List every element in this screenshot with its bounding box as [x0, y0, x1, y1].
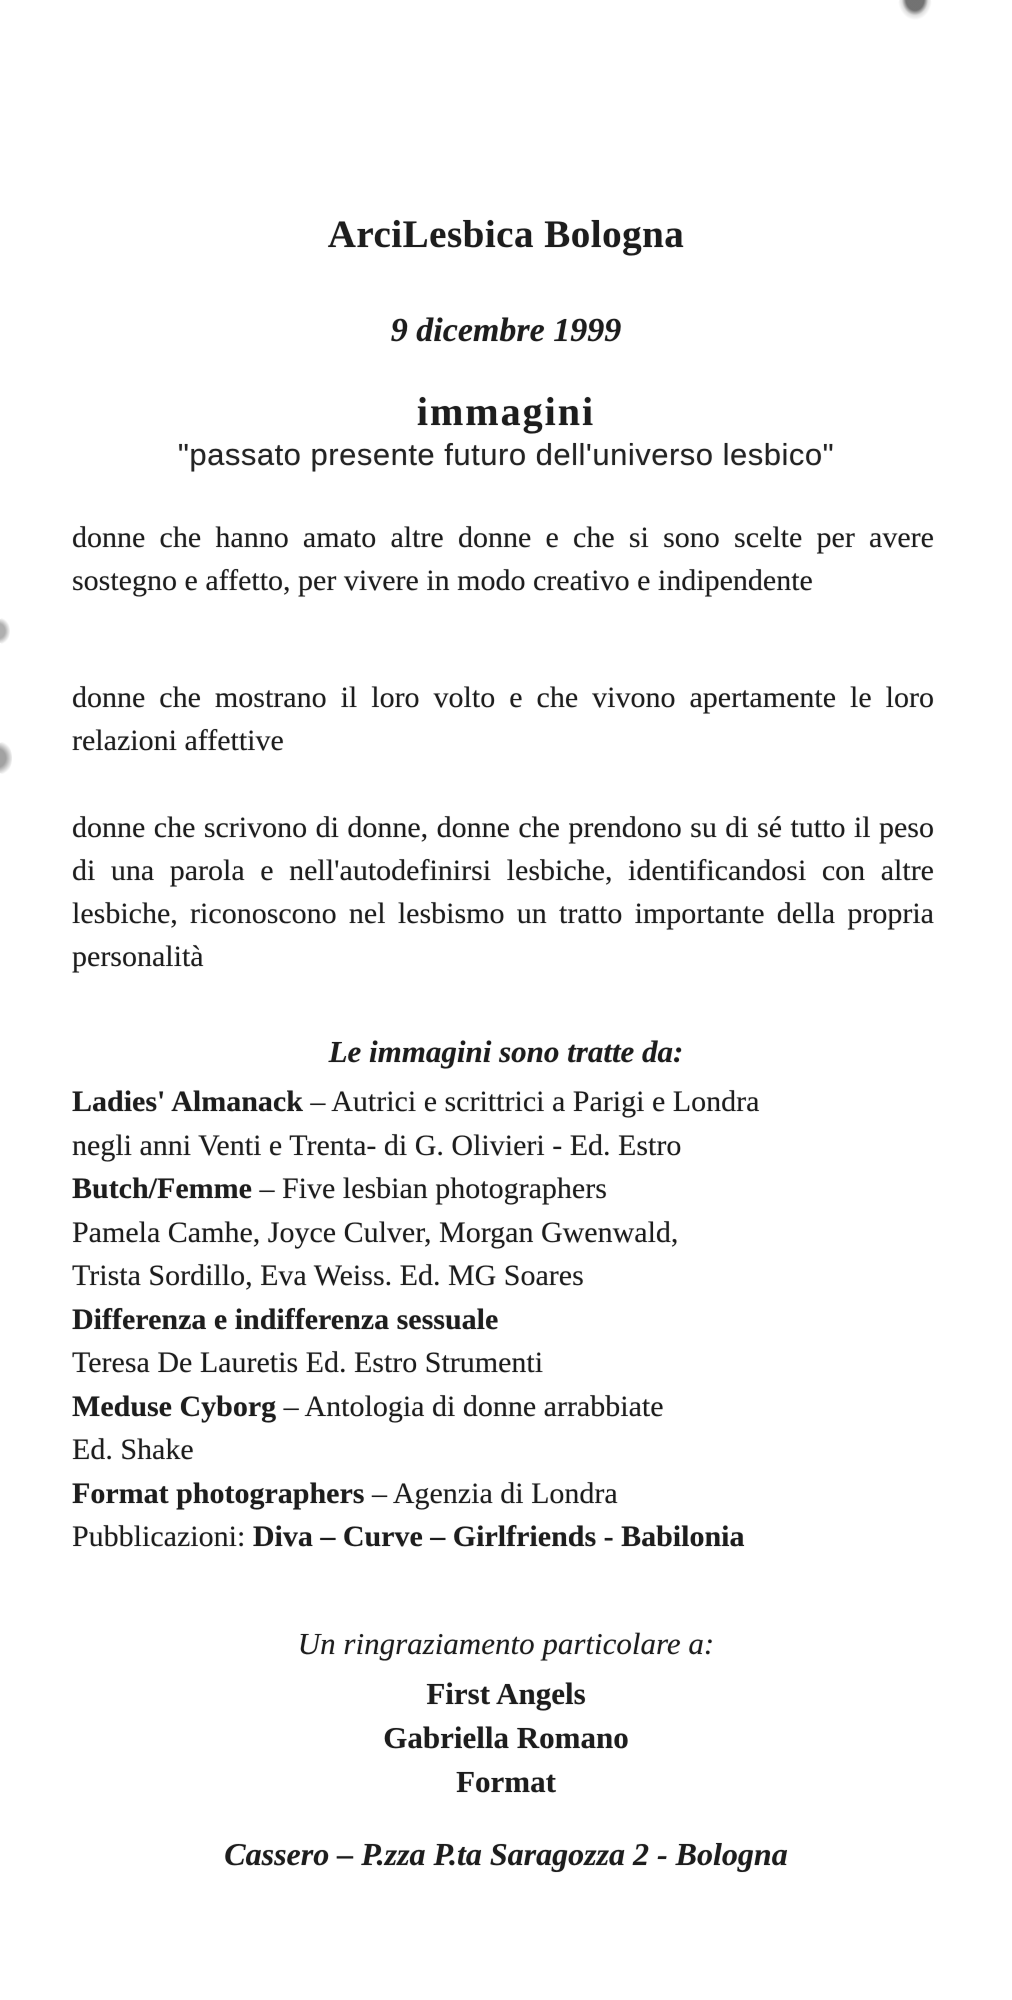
sources-heading: Le immagini sono tratte da:	[328, 1034, 684, 1069]
event-title: immagini	[416, 389, 596, 434]
event-subtitle: "passato presente futuro dell'universo lesbico"	[177, 437, 835, 472]
source-line	[72, 1385, 957, 1429]
source-title: Format photographers	[72, 1476, 365, 1510]
intro-paragraph-3: donne che scrivono di donne, donne che prendono su di sé tutto il peso di una parola e nell'autodefinirsi lesbiche, identificandosi con altre lesbiche, riconoscono nel lesbismo un tratto importante della propria personalità	[72, 811, 934, 973]
source-line	[72, 1124, 957, 1168]
organization-title: ArciLesbica Bologna	[327, 213, 685, 256]
scan-speck-artifact	[0, 618, 10, 644]
source-detail: – Antologia di donne arrabbiate	[276, 1389, 664, 1423]
source-title: Ladies' Almanack	[72, 1085, 303, 1118]
source-detail: Ed. Shake	[72, 1433, 194, 1466]
source-detail: Teresa De Lauretis Ed. Estro Strumenti	[72, 1346, 544, 1379]
sources-list	[72, 1080, 957, 1559]
source-line	[72, 1341, 957, 1385]
source-line	[72, 1254, 957, 1298]
thanks-name: First Angels	[426, 1676, 586, 1711]
source-detail: – Agenzia di Londra	[364, 1476, 618, 1510]
source-detail: – Five lesbian photographers	[251, 1172, 607, 1205]
source-line	[72, 1080, 957, 1124]
venue-address: Cassero – P.zza P.ta Saragozza 2 - Bologna	[224, 1836, 788, 1872]
source-detail: Pamela Camhe, Joyce Culver, Morgan Gwenwald,	[72, 1215, 679, 1249]
source-title: Differenza e indifferenza sessuale	[72, 1302, 499, 1336]
thanks-name: Gabriella Romano	[383, 1720, 629, 1755]
source-line	[72, 1167, 957, 1211]
scan-speck-artifact	[0, 742, 12, 774]
source-detail: Trista Sordillo, Eva Weiss. Ed. MG Soares	[72, 1259, 584, 1292]
thanks-name: Format	[456, 1764, 556, 1799]
source-title-tail: Diva – Curve – Girlfriends - Babilonia	[252, 1520, 745, 1553]
intro-paragraph-2: donne che mostrano il loro volto e che vivono apertamente le loro relazioni affettive	[72, 681, 934, 757]
source-line	[72, 1298, 957, 1342]
source-line	[72, 1211, 957, 1255]
source-title: Meduse Cyborg	[72, 1389, 277, 1423]
source-detail: Pubblicazioni:	[72, 1520, 253, 1553]
source-title: Butch/Femme	[72, 1172, 252, 1205]
source-line	[72, 1515, 957, 1559]
thanks-heading: Un ringraziamento particolare a:	[297, 1626, 715, 1661]
source-detail: negli anni Venti e Trenta- di G. Olivieri - Ed. Estro	[72, 1128, 682, 1162]
source-line	[72, 1472, 957, 1516]
scan-smudge-artifact	[898, 0, 932, 20]
intro-paragraph-1: donne che hanno amato altre donne e che si sono scelte per avere sostegno e affetto, per vivere in modo creativo e indipendente	[72, 521, 934, 597]
event-date: 9 dicembre 1999	[390, 312, 622, 349]
source-detail: – Autrici e scrittrici a Parigi e Londra	[302, 1085, 760, 1118]
source-line	[72, 1428, 957, 1472]
